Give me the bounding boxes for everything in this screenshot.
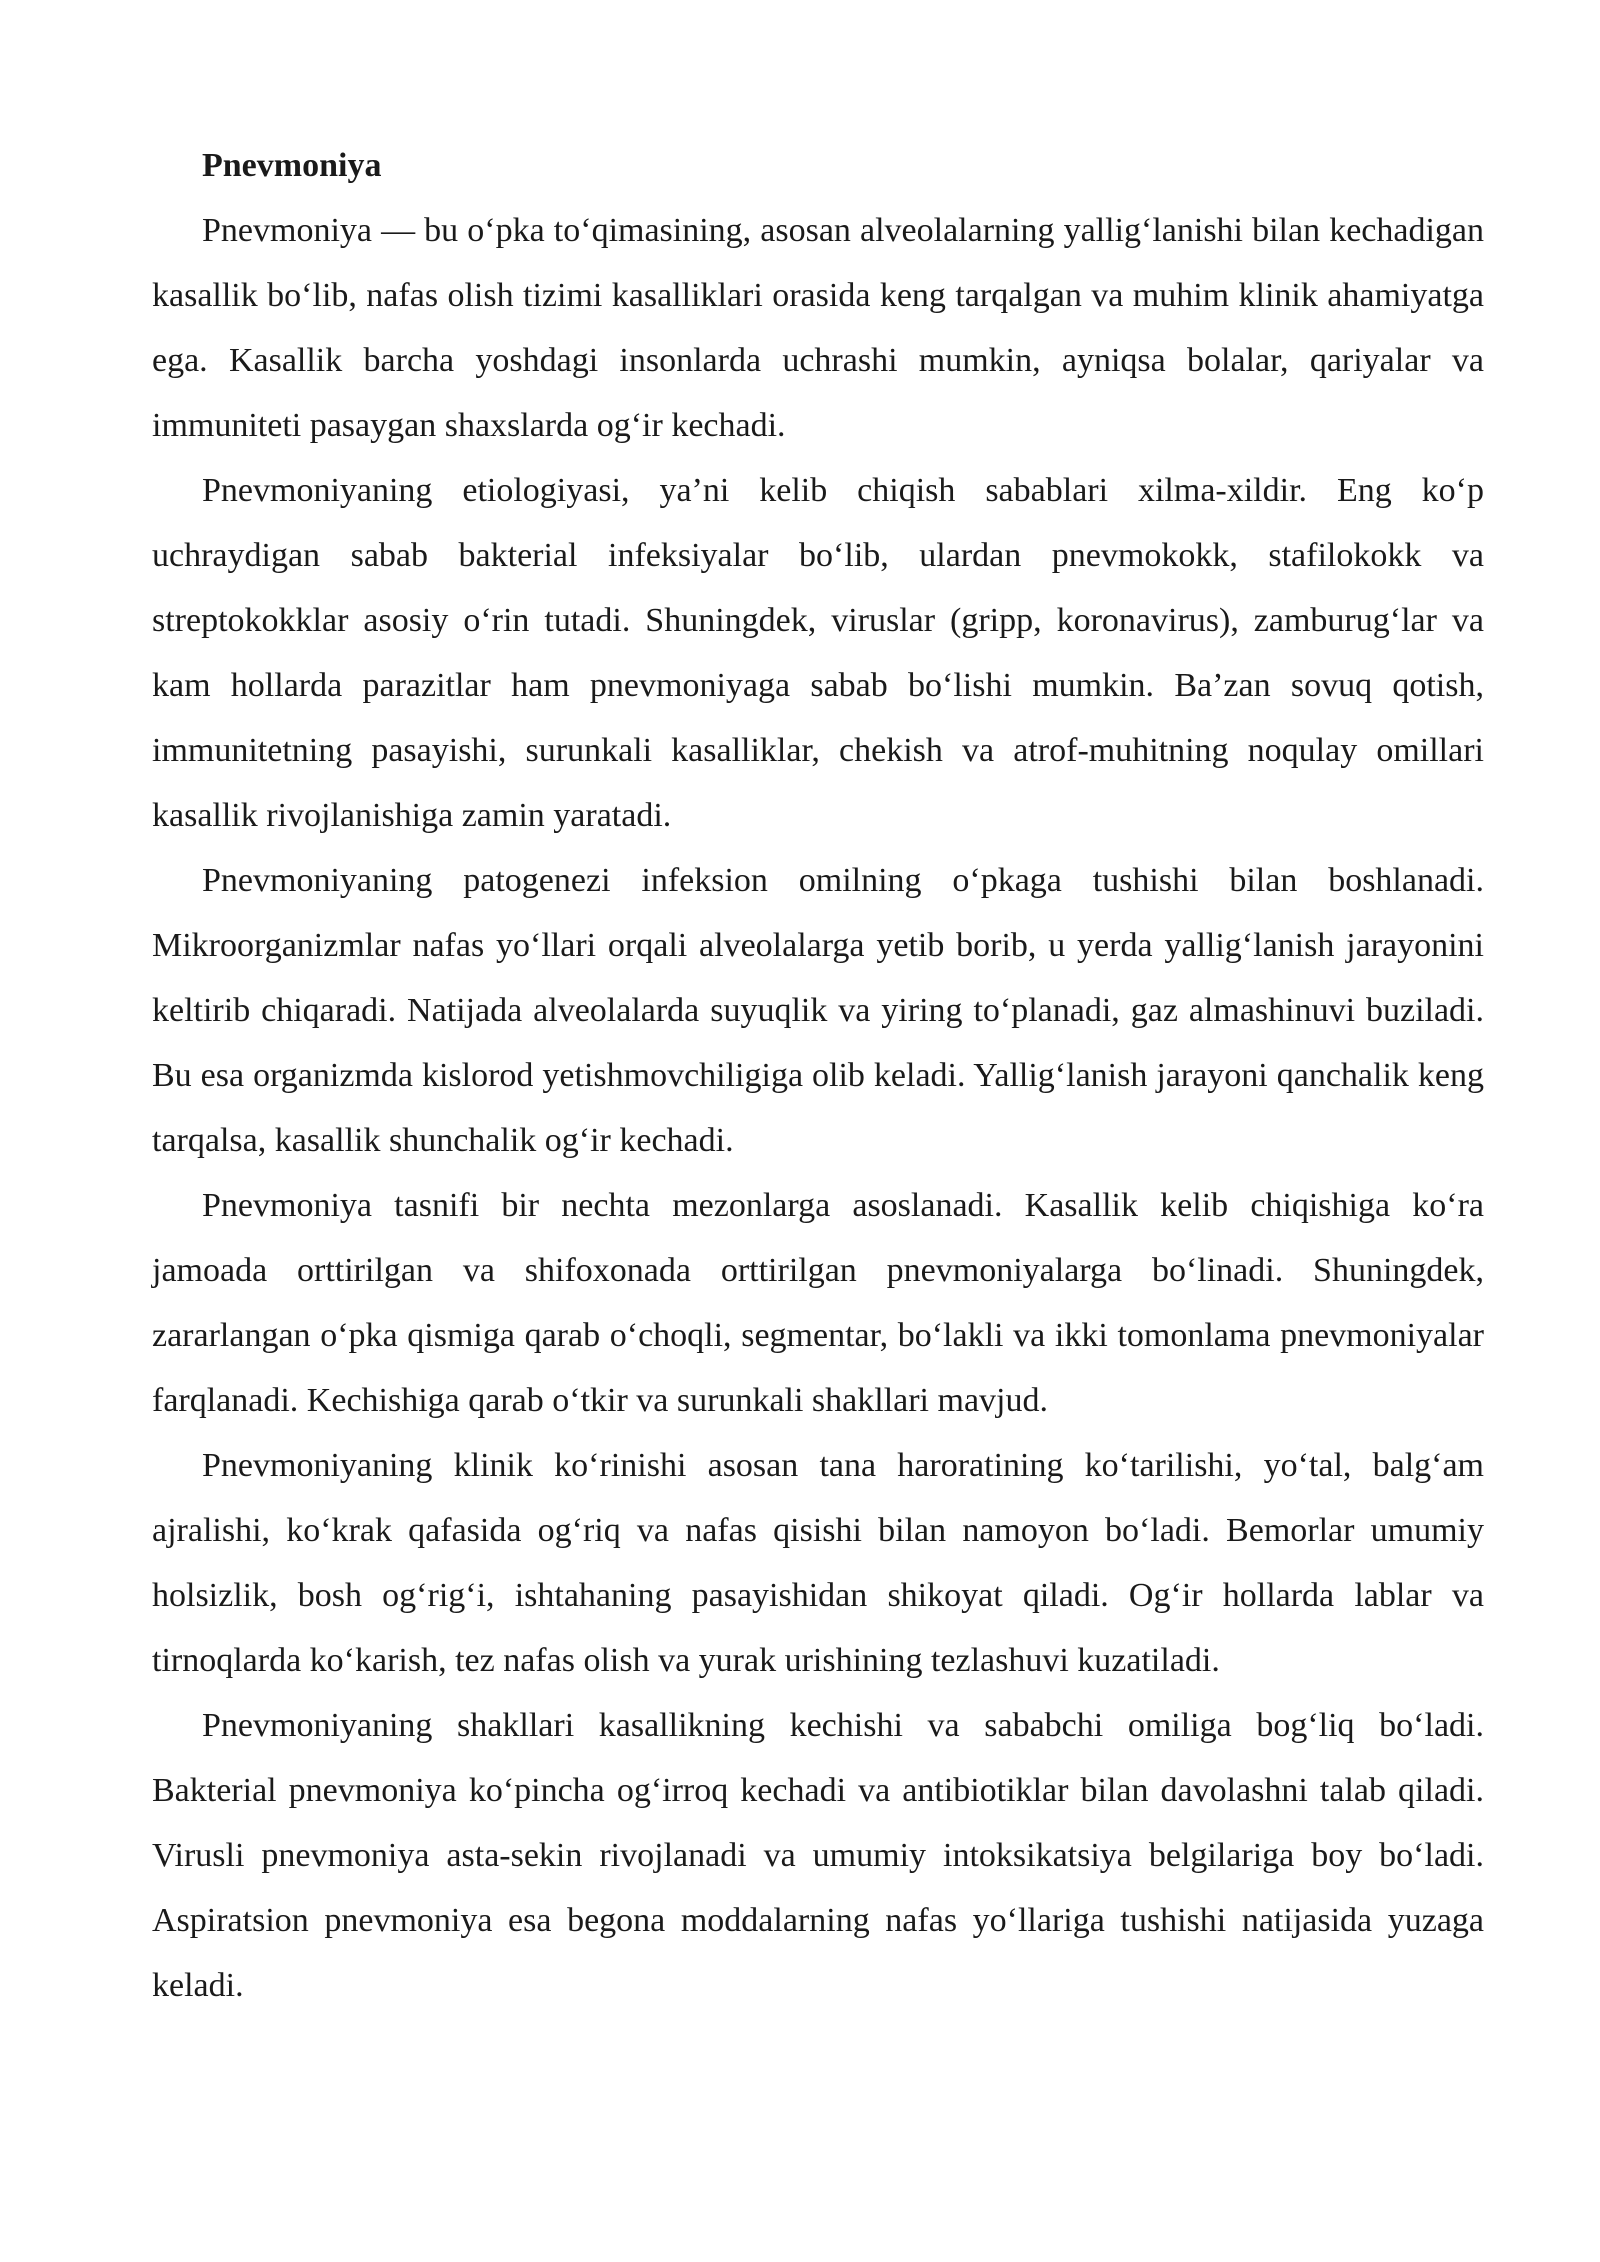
document-title: Pnevmoniya (202, 147, 382, 184)
paragraph-clinical-picture: Pnevmoniyaning klinik ko‘rinishi asosan tana haroratining ko‘tarilishi, yo‘tal, balg‘am ajralishi, ko‘krak qafasida og‘riq va nafas qisishi bilan namoyon bo‘ladi. Bemorlar umumiy holsizlik, bosh og‘rig‘i, ishtahaning pasayishidan shikoyat qiladi. Og‘ir hollarda lablar va tirnoqlarda ko‘karish, tez nafas olish va yurak urishining tezlashuvi kuzatiladi. (152, 1447, 1484, 1679)
paragraph-pathogenesis: Pnevmoniyaning patogenezi infeksion omilning o‘pkaga tushishi bilan boshlanadi. Mikroorganizmlar nafas yo‘llari orqali alveolalarga yetib borib, u yerda yallig‘lanish jarayonini keltirib chiqaradi. Natijada alveolalarda suyuqlik va yiring to‘planadi, gaz almashinuvi buziladi. Bu esa organizmda kislorod yetishmovchiligiga olib keladi. Yallig‘lanish jarayoni qanchalik keng tarqalsa, kasallik shunchalik og‘ir kechadi. (152, 862, 1484, 1159)
paragraph-definition: Pnevmoniya — bu o‘pka to‘qimasining, asosan alveolalarning yallig‘lanishi bilan kechadigan kasallik bo‘lib, nafas olish tizimi kasalliklari orasida keng tarqalgan va muhim klinik ahamiyatga ega. Kasallik barcha yoshdagi insonlarda uchrashi mumkin, ayniqsa bolalar, qariyalar va immuniteti pasaygan shaxslarda og‘ir kechadi. (152, 212, 1484, 444)
paragraph-etiology: Pnevmoniyaning etiologiyasi, ya’ni kelib chiqish sabablari xilma-xildir. Eng ko‘p uchraydigan sabab bakterial infeksiyalar bo‘lib, ulardan pnevmokokk, stafilokokk va streptokokklar asosiy o‘rin tutadi. Shuningdek, viruslar (gripp, koronavirus), zamburug‘lar va kam hollarda parazitlar ham pnevmoniyaga sabab bo‘lishi mumkin. Ba’zan sovuq qotish, immunitetning pasayishi, surunkali kasalliklar, chekish va atrof-muhitning noqulay omillari kasallik rivojlanishiga zamin yaratadi. (152, 472, 1484, 834)
paragraph-classification: Pnevmoniya tasnifi bir nechta mezonlarga asoslanadi. Kasallik kelib chiqishiga ko‘ra jamoada orttirilgan va shifoxonada orttirilgan pnevmoniyalarga bo‘linadi. Shuningdek, zararlangan o‘pka qismiga qarab o‘choqli, segmentar, bo‘lakli va ikki tomonlama pnevmoniyalar farqlanadi. Kechishiga qarab o‘tkir va surunkali shakllari mavjud. (152, 1187, 1484, 1419)
document-body (152, 133, 1484, 2018)
paragraph-forms: Pnevmoniyaning shakllari kasallikning kechishi va sababchi omiliga bog‘liq bo‘ladi. Bakterial pnevmoniya ko‘pincha og‘irroq kechadi va antibiotiklar bilan davolashni talab qiladi. Virusli pnevmoniya asta-sekin rivojlanadi va umumiy intoksikatsiya belgilariga boy bo‘ladi. Aspiratsion pnevmoniya esa begona moddalarning nafas yo‘llariga tushishi natijasida yuzaga keladi. (152, 1707, 1484, 2004)
